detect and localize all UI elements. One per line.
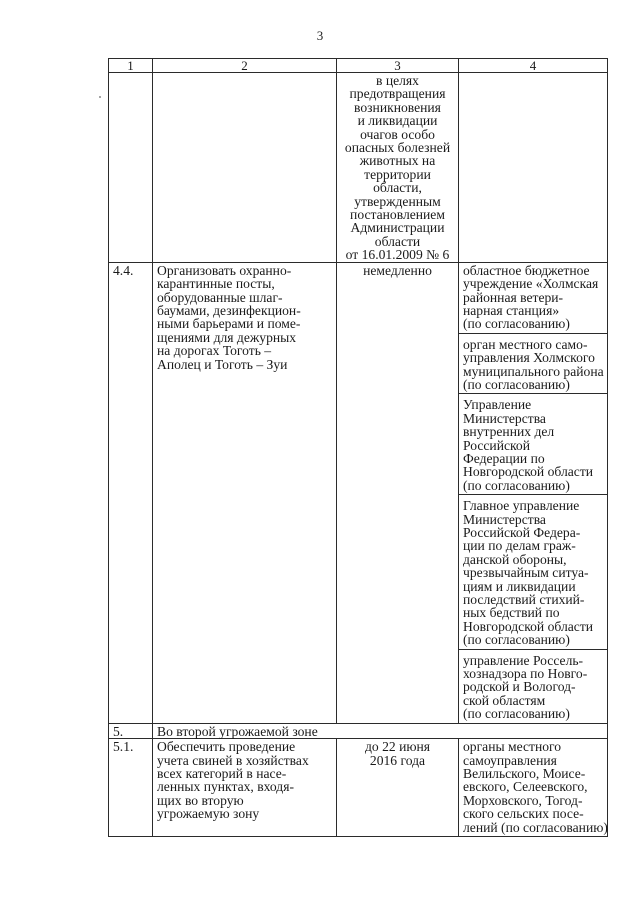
section-number: 5. bbox=[109, 723, 153, 738]
cell-line: нарная станция» bbox=[463, 302, 560, 318]
responsible-block bbox=[459, 264, 607, 333]
cell-line: Российской Федера- bbox=[463, 525, 581, 540]
cell-line: постановлением bbox=[350, 207, 445, 223]
responsible-block bbox=[459, 333, 607, 394]
cell-line: до 22 июня bbox=[364, 739, 431, 755]
cell-line: щих во вторую bbox=[157, 792, 244, 808]
item-number bbox=[109, 73, 153, 263]
action-cell bbox=[153, 739, 337, 837]
responsible-block bbox=[459, 740, 607, 836]
cell-line: Управление bbox=[463, 397, 532, 413]
section-row bbox=[109, 723, 608, 738]
cell-line: ными барьерами и поме- bbox=[157, 316, 301, 332]
measures-table bbox=[108, 58, 608, 837]
cell-line: (по согласованию) bbox=[463, 632, 570, 648]
cell-line: Новгородской области bbox=[463, 618, 594, 634]
item-number: 4.4. bbox=[109, 262, 153, 723]
column-number-cell: 3 bbox=[337, 59, 459, 73]
cell-line: (по согласованию) bbox=[463, 477, 570, 493]
cell-line: в целях bbox=[376, 73, 419, 88]
table-body bbox=[109, 59, 608, 837]
responsible-cell bbox=[459, 73, 608, 263]
cell-line: предотвращения bbox=[349, 86, 446, 102]
cell-line: возникновения bbox=[354, 99, 441, 115]
cell-line: очагов особо bbox=[360, 126, 435, 142]
cell-line: карантинные посты, bbox=[157, 276, 275, 292]
term-cell bbox=[337, 73, 459, 263]
cell-line: областное бюджетное bbox=[463, 262, 590, 278]
cell-line: Российской bbox=[463, 437, 530, 453]
table-row bbox=[109, 739, 608, 837]
responsible-cell bbox=[459, 739, 608, 837]
cell-line: Новгородской области bbox=[463, 464, 594, 480]
cell-line: угрожаемую зону bbox=[157, 806, 260, 822]
cell-line: территории bbox=[364, 166, 431, 182]
cell-line: 2016 года bbox=[369, 752, 426, 768]
cell-line: орган местного само- bbox=[463, 336, 588, 352]
cell-line: Обеспечить проведение bbox=[157, 739, 296, 755]
cell-line: щениями для дежурных bbox=[157, 329, 297, 345]
cell-line: Министерства bbox=[463, 511, 546, 527]
table-row bbox=[109, 262, 608, 723]
cell-line: ленных пунктах, входя- bbox=[157, 779, 294, 795]
cell-line: учреждение «Холмская bbox=[463, 276, 599, 292]
cell-line: всех категорий в насе- bbox=[157, 765, 287, 781]
cell-line: родской и Вологод- bbox=[463, 679, 576, 695]
term-cell bbox=[337, 739, 459, 837]
cell-line: ции по делам граж- bbox=[463, 538, 576, 554]
cell-line: учета свиней в хозяйствах bbox=[157, 752, 309, 768]
cell-line: немедленно bbox=[363, 262, 432, 278]
responsible-cell bbox=[459, 262, 608, 723]
responsible-block bbox=[459, 393, 607, 494]
cell-line: Аполец и Тоготь – Зуи bbox=[157, 356, 288, 372]
cell-line: евского, Селеевского, bbox=[463, 779, 588, 795]
table-row bbox=[109, 73, 608, 263]
cell-line: чрезвычайным ситуа- bbox=[463, 565, 589, 581]
column-number-cell: 2 bbox=[153, 59, 337, 73]
cell-line: Морховского, Тогод- bbox=[463, 792, 583, 808]
action-cell bbox=[153, 73, 337, 263]
cell-line: Организовать охранно- bbox=[157, 262, 292, 278]
cell-line: районная ветери- bbox=[463, 289, 564, 305]
cell-line: животных на bbox=[359, 153, 436, 169]
cell-line: циям и ликвидации bbox=[463, 578, 576, 594]
cell-line: Федерации по bbox=[463, 450, 545, 466]
cell-line: оборудованные шлаг- bbox=[157, 289, 283, 305]
cell-line: ской областям bbox=[463, 692, 546, 708]
cell-line: (по согласованию) bbox=[463, 706, 570, 722]
section-title: Во второй угрожаемой зоне bbox=[153, 723, 608, 738]
cell-line: Министерства bbox=[463, 410, 546, 426]
cell-line: внутренних дел bbox=[463, 424, 555, 440]
cell-line: области, bbox=[373, 180, 422, 196]
column-number-cell: 4 bbox=[459, 59, 608, 73]
cell-line: управления Холмского bbox=[463, 350, 595, 366]
scan-speck bbox=[99, 96, 101, 98]
cell-line: ных бедствий по bbox=[463, 605, 560, 621]
cell-line: Велильского, Моисе- bbox=[463, 765, 586, 781]
cell-line: муниципального района bbox=[463, 363, 604, 379]
column-number-cell: 1 bbox=[109, 59, 153, 73]
page-number: 3 bbox=[316, 28, 324, 43]
cell-line: лений (по согласованию) bbox=[463, 819, 608, 835]
cell-line: утвержденным bbox=[354, 193, 441, 209]
cell-line: данской обороны, bbox=[463, 551, 567, 567]
responsible-block bbox=[459, 494, 607, 648]
cell-line: Администрации bbox=[350, 220, 445, 236]
cell-line: (по согласованию) bbox=[463, 316, 570, 332]
cell-line: и ликвидации bbox=[357, 113, 438, 129]
cell-line: опасных болезней bbox=[344, 140, 451, 156]
cell-line: от 16.01.2009 № 6 bbox=[345, 247, 450, 263]
action-cell bbox=[153, 262, 337, 723]
responsible-block bbox=[459, 649, 607, 723]
cell-line: последствий стихий- bbox=[463, 592, 585, 608]
cell-line: хознадзора по Новго- bbox=[463, 666, 588, 682]
cell-line: органы местного bbox=[463, 739, 562, 755]
cell-line: области bbox=[374, 233, 421, 249]
item-number: 5.1. bbox=[109, 739, 153, 837]
cell-line: баумами, дезинфекцион- bbox=[157, 302, 301, 318]
cell-line: Главное управление bbox=[463, 498, 580, 514]
term-cell bbox=[337, 262, 459, 723]
column-number-row bbox=[109, 59, 608, 73]
cell-line: на дорогах Тоготь – bbox=[157, 343, 272, 359]
cell-line: управление Россель- bbox=[463, 652, 584, 668]
cell-line: самоуправления bbox=[463, 752, 557, 768]
cell-line: (по согласованию) bbox=[463, 376, 570, 392]
cell-line: ского сельских посе- bbox=[463, 806, 584, 822]
